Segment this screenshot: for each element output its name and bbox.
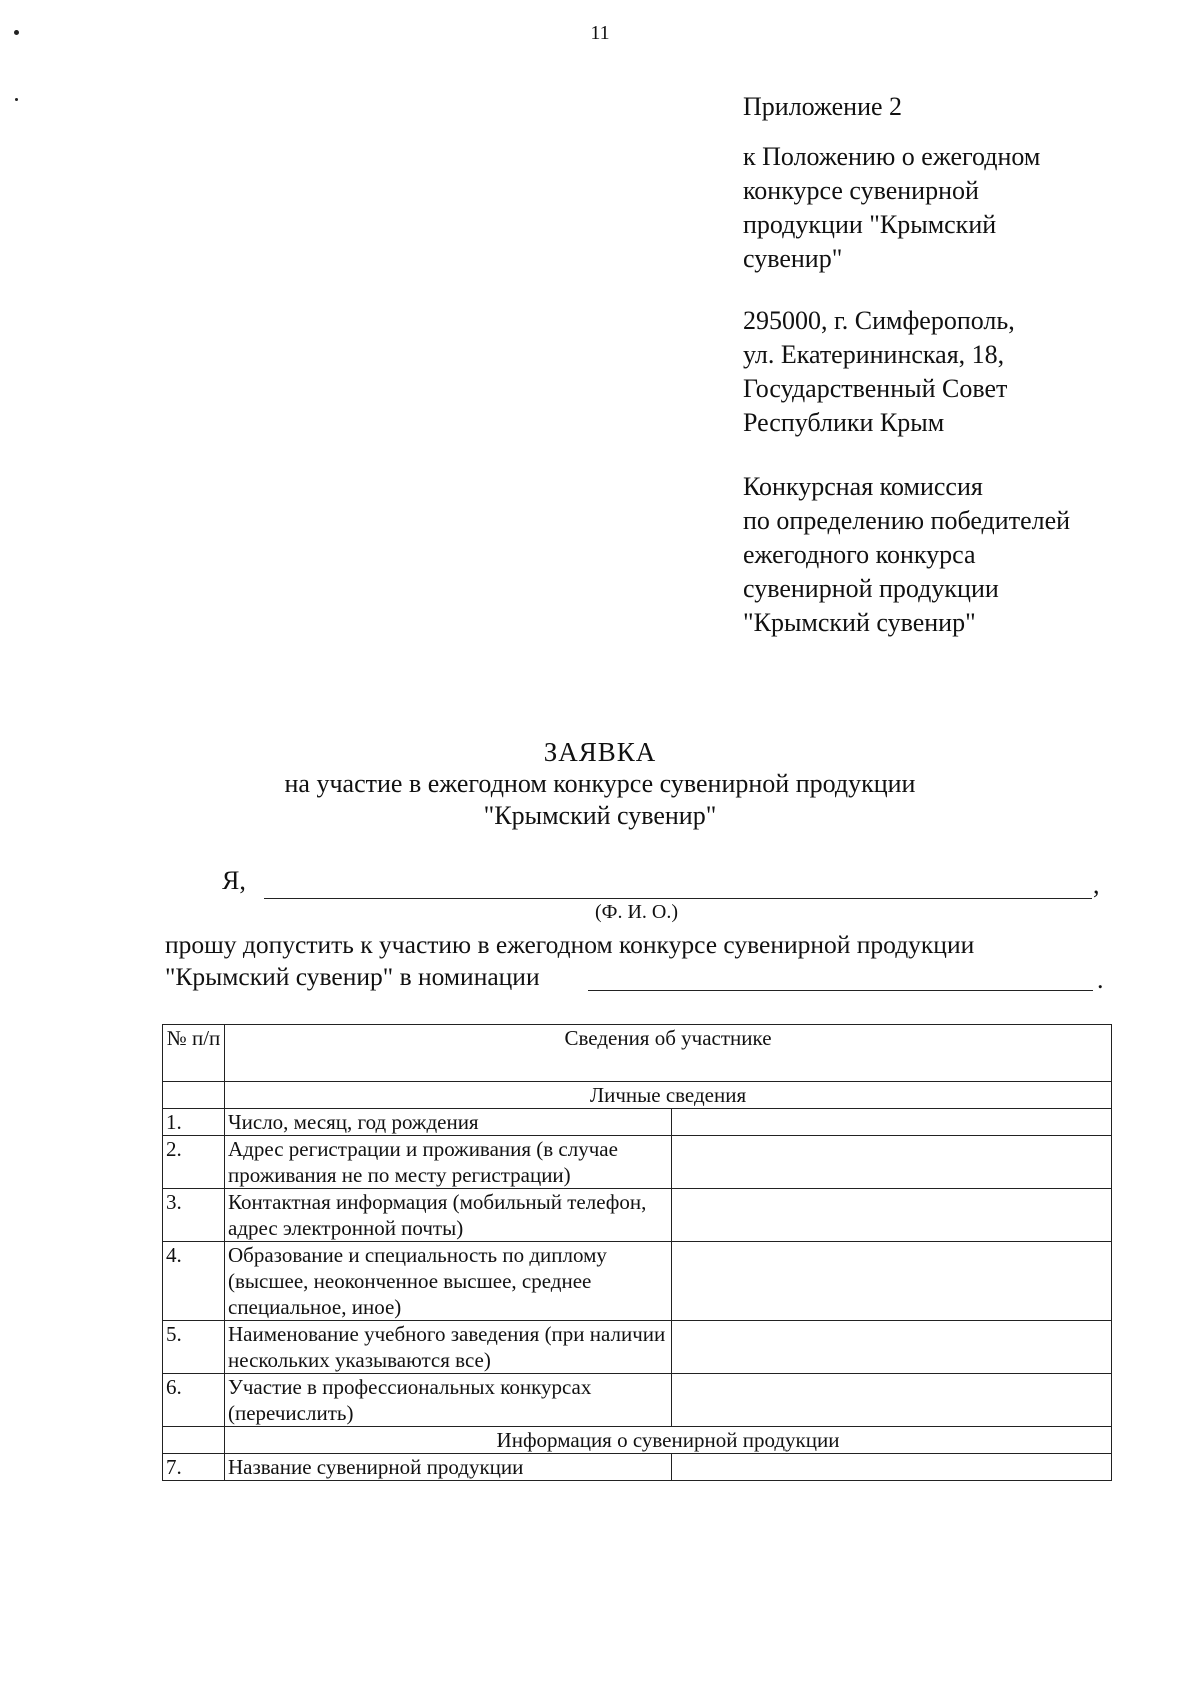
header-number: № п/п <box>163 1025 225 1082</box>
table-row <box>163 1321 1112 1374</box>
row-answer-cell[interactable] <box>672 1242 1112 1321</box>
row-question: Участие в профессиональных конкурсах (перечислить) <box>225 1374 672 1427</box>
row-number: 3. <box>163 1189 225 1242</box>
nomination-field[interactable] <box>588 990 1093 991</box>
row-answer-cell[interactable] <box>672 1189 1112 1242</box>
row-number: 1. <box>163 1109 225 1136</box>
commission-line: по определению победителей <box>743 506 1071 535</box>
fio-hint: (Ф. И. О.) <box>595 901 679 923</box>
header-participant-info: Сведения об участнике <box>225 1025 1112 1082</box>
appendix-reference-line: к Положению о ежегодном <box>743 142 1041 171</box>
table-row <box>163 1109 1112 1136</box>
table-row <box>163 1189 1112 1242</box>
table-header-row <box>163 1025 1112 1082</box>
document-title: ЗАЯВКА <box>543 737 657 767</box>
nomination-period: . <box>1097 965 1104 994</box>
recipient-commission <box>743 470 1163 640</box>
appendix-reference-line: сувенир" <box>743 244 843 273</box>
page-number: 11 <box>590 22 610 44</box>
row-question: Название сувенирной продукции <box>225 1454 672 1481</box>
row-answer-cell[interactable] <box>672 1321 1112 1374</box>
row-answer-cell[interactable] <box>672 1374 1112 1427</box>
appendix-reference <box>743 140 1163 276</box>
section-personal-info: Личные сведения <box>225 1082 1112 1109</box>
scan-speck <box>15 98 18 101</box>
section-row <box>163 1082 1112 1109</box>
fio-comma: , <box>1093 870 1100 899</box>
appendix-title: Приложение 2 <box>743 92 903 121</box>
row-question: Контактная информация (мобильный телефон, адрес электронной почты) <box>225 1189 672 1242</box>
section-product-info: Информация о сувенирной продукции <box>225 1427 1112 1454</box>
row-number: 6. <box>163 1374 225 1427</box>
row-number: 2. <box>163 1136 225 1189</box>
applicant-label: Я, <box>222 866 246 895</box>
row-question: Образование и специальность по диплому (высшее, неоконченное высшее, среднее специальное, иное) <box>225 1242 672 1321</box>
section-row <box>163 1427 1112 1454</box>
row-answer-cell[interactable] <box>672 1109 1112 1136</box>
appendix-reference-line: продукции "Крымский <box>743 210 997 239</box>
commission-line: Конкурсная комиссия <box>743 472 983 501</box>
fio-field[interactable] <box>264 898 1092 899</box>
participant-table <box>162 1024 1112 1481</box>
document-subtitle: "Крымский сувенир" <box>483 801 717 830</box>
row-question: Наименование учебного заведения (при наличии нескольких указываются все) <box>225 1321 672 1374</box>
request-text-nomination: "Крымский сувенир" в номинации <box>165 962 540 991</box>
document-subtitle: на участие в ежегодном конкурсе сувенирной продукции <box>284 769 916 798</box>
table-row <box>163 1242 1112 1321</box>
recipient-address <box>743 304 1163 440</box>
address-line: Государственный Совет <box>743 374 1008 403</box>
table-row <box>163 1454 1112 1481</box>
address-line: 295000, г. Симферополь, <box>743 306 1015 335</box>
table-row <box>163 1374 1112 1427</box>
row-number: 7. <box>163 1454 225 1481</box>
row-number: 4. <box>163 1242 225 1321</box>
row-answer-cell[interactable] <box>672 1136 1112 1189</box>
row-question: Адрес регистрации и проживания (в случае проживания не по месту регистрации) <box>225 1136 672 1189</box>
address-line: ул. Екатерининская, 18, <box>743 340 1005 369</box>
appendix-reference-line: конкурсе сувенирной <box>743 176 979 205</box>
table-row <box>163 1136 1112 1189</box>
row-answer-cell[interactable] <box>672 1454 1112 1481</box>
document-heading <box>0 736 1200 832</box>
row-number: 5. <box>163 1321 225 1374</box>
commission-line: ежегодного конкурса <box>743 540 976 569</box>
commission-line: "Крымский сувенир" <box>743 608 976 637</box>
commission-line: сувенирной продукции <box>743 574 999 603</box>
request-text: прошу допустить к участию в ежегодном конкурсе сувенирной продукции <box>165 930 975 959</box>
row-question: Число, месяц, год рождения <box>225 1109 672 1136</box>
address-line: Республики Крым <box>743 408 945 437</box>
